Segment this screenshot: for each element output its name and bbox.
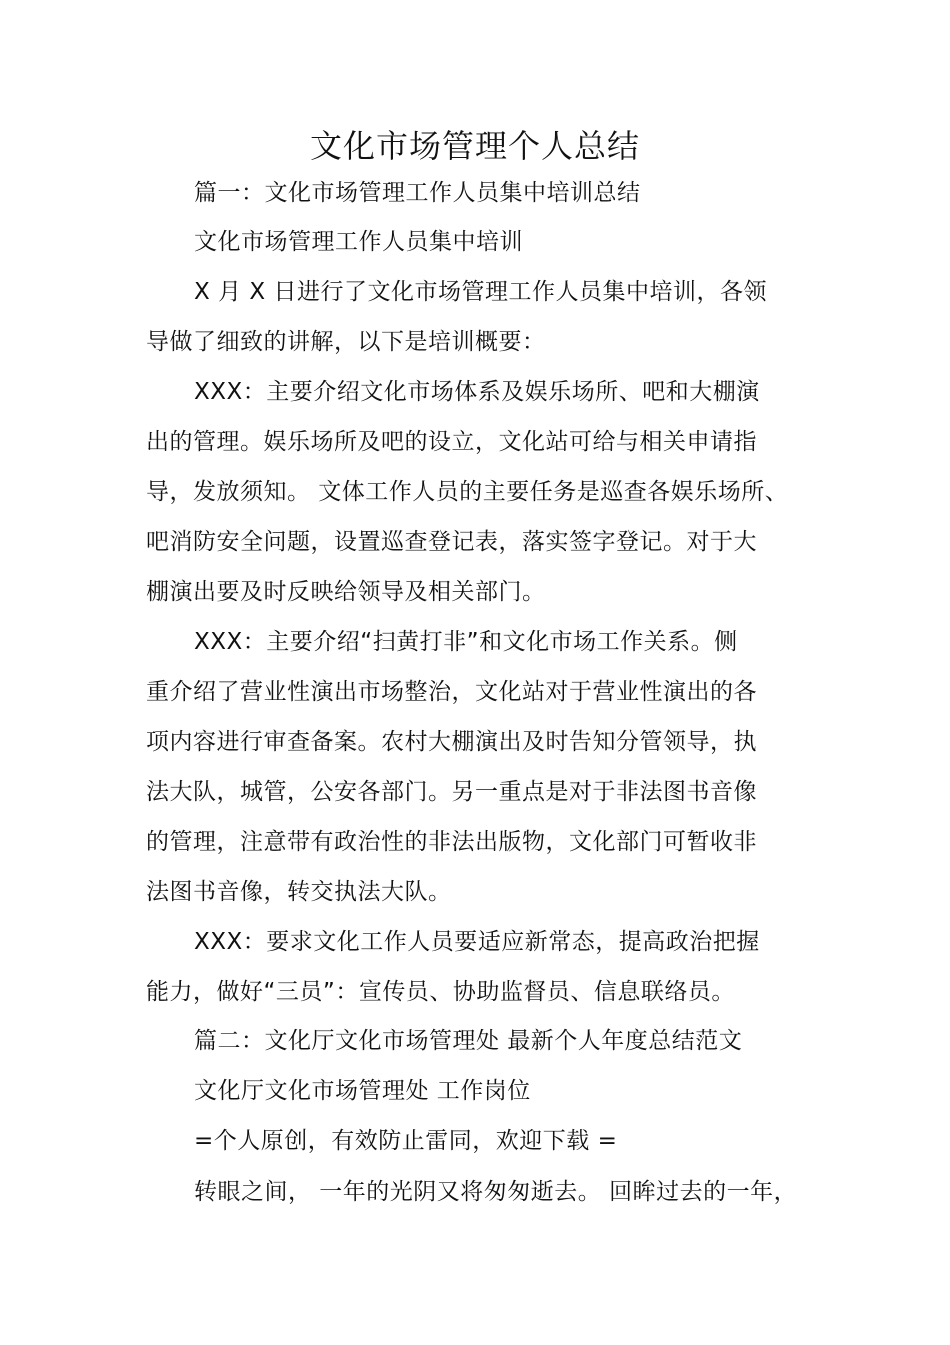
paragraph-line: 的管理，注意带有政治性的非法出版物，文化部门可暂收非: [146, 829, 757, 855]
document-title: 文化市场管理个人总结: [309, 127, 640, 165]
paragraph-line: =个人原创，有效防止雷同，欢迎下载 =: [194, 1128, 618, 1154]
paragraph-line: 导做了细致的讲解，以下是培训概要：: [146, 329, 546, 355]
paragraph-line: 出的管理。娱乐场所及吧的设立，文化站可给与相关申请指: [146, 429, 757, 455]
paragraph-line: XXX：主要介绍文化市场体系及娱乐场所、吧和大棚演: [194, 379, 760, 405]
section-heading-2: 篇二：文化厅文化市场管理处 最新个人年度总结范文: [194, 1028, 743, 1054]
paragraph-line: XXX：主要介绍“扫黄打非”和文化市场工作关系。侧: [194, 629, 738, 655]
subheading-2: 文化厅文化市场管理处 工作岗位: [194, 1078, 531, 1104]
paragraph-line: 吧消防安全问题，设置巡查登记表，落实签字登记。对于大: [146, 529, 757, 555]
section-heading-1: 篇一：文化市场管理工作人员集中培训总结: [194, 180, 641, 206]
paragraph-line: 法图书音像，转交执法大队。: [146, 879, 452, 905]
subheading-1: 文化市场管理工作人员集中培训: [194, 229, 523, 255]
paragraph-line: XXX：要求文化工作人员要适应新常态，提高政治把握: [194, 929, 760, 955]
paragraph-line: X 月 X 日进行了文化市场管理工作人员集中培训，各领: [194, 279, 767, 305]
paragraph-line: 导，发放须知。 文体工作人员的主要任务是巡查各娱乐场所、: [146, 479, 789, 505]
paragraph-line: 法大队，城管，公安各部门。另一重点是对于非法图书音像: [146, 779, 757, 805]
paragraph-line: 棚演出要及时反映给领导及相关部门。: [146, 579, 546, 605]
paragraph-line: 重介绍了营业性演出市场整治，文化站对于营业性演出的各: [146, 679, 757, 705]
paragraph-line: 项内容进行审查备案。农村大棚演出及时告知分管领导，执: [146, 729, 757, 755]
paragraph-line: 转眼之间， 一年的光阴又将匆匆逝去。 回眸过去的一年，: [194, 1179, 798, 1205]
paragraph-line: 能力，做好“三员”：宣传员、协助监督员、信息联络员。: [146, 979, 735, 1005]
